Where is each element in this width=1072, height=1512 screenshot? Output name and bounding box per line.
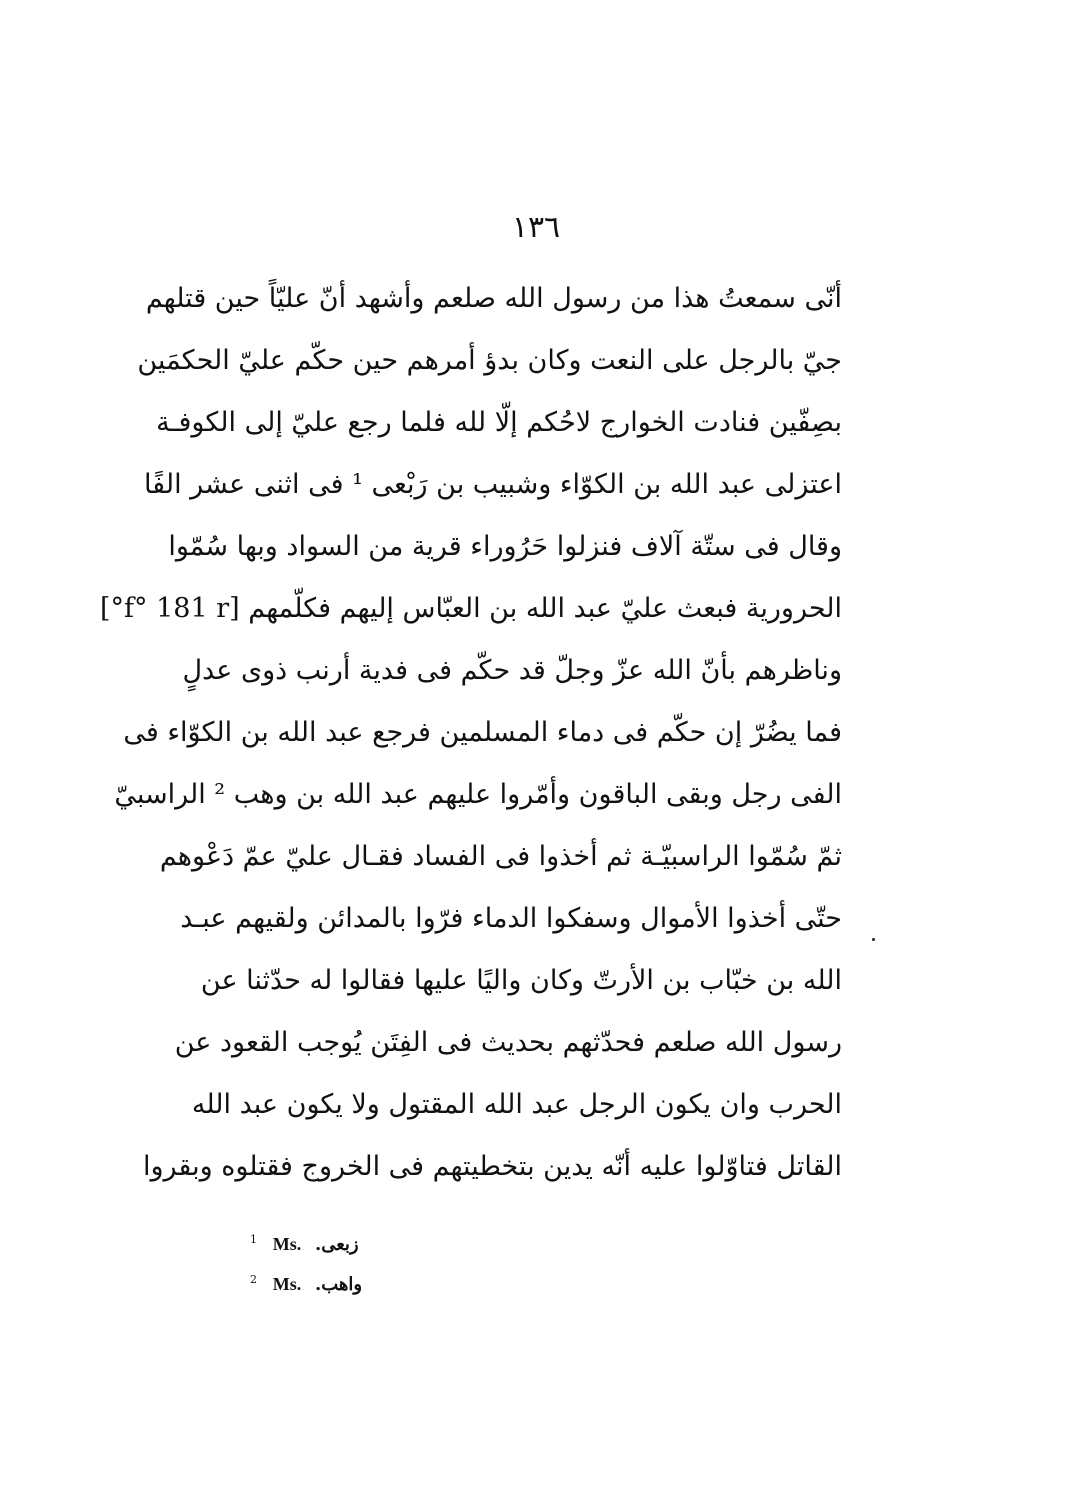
footnote-text: زبعى.	[314, 1234, 359, 1255]
footnote	[250, 1260, 450, 1300]
footnote-ms: Ms.	[272, 1274, 302, 1294]
footnote	[250, 1220, 450, 1260]
footnote-number: 1	[250, 1233, 257, 1246]
footnote-text: واهب.	[314, 1274, 363, 1295]
text-line: اعتزلى عبد الله بن الكوّاء وشبيب بن رَبْعى ¹ فى اثنى عشر الفًا	[143, 469, 842, 500]
text-line: الحرب وان يكون الرجل عبد الله المقتول ولا يكون عبد الله	[191, 1089, 842, 1120]
text-line: وناظرهم بأنّ الله عزّ وجلّ قد حكّم فى فدية أرنب ذوى عدلٍ	[182, 655, 842, 686]
footnote-number: 2	[250, 1273, 257, 1286]
footnote-ms: Ms.	[272, 1234, 302, 1254]
text-line: الفى رجل وبقى الباقون وأمّروا عليهم عبد الله بن وهب ² الراسبيّ	[114, 779, 842, 810]
text-line: جيّ بالرجل على النعت وكان بدؤ أمرهم حين حكّم عليّ الحكمَين	[137, 345, 842, 376]
scan-speck	[872, 938, 875, 941]
text-line: حتّى أخذوا الأموال وسفكوا الدماء فرّوا بالمدائن ولقيهم عبـد	[180, 903, 842, 934]
text-line: الحرورية فبعث عليّ عبد الله بن العبّاس إليهم فكلّمهم [f° 181 r°]	[100, 593, 842, 624]
text-line: القاتل فتاوّلوا عليه أنّه يدين بتخطيتهم فى الخروج فقتلوه وبقروا	[142, 1151, 842, 1182]
footnotes	[250, 1220, 450, 1300]
text-line: رسول الله صلعم فحدّثهم بحديث فى الفِتَن يُوجب القعود عن	[174, 1027, 842, 1058]
text-line: أنّى سمعتُ هذا من رسول الله صلعم وأشهد أنّ عليّاً حين قتلهم	[145, 283, 842, 314]
text-line: بصِفّين فنادت الخوارج لاحُكم إلّا لله فلما رجع عليّ إلى الكوفـة	[156, 407, 842, 438]
text-line: فما يضُرّ إن حكّم فى دماء المسلمين فرجع عبد الله بن الكوّاء فى	[123, 717, 842, 748]
page-number: ١٣٦	[511, 210, 561, 245]
text-line: وقال فى ستّة آلاف فنزلوا حَرُوراء قرية من السواد وبها سُمّوا	[168, 531, 842, 562]
text-line: ثمّ سُمّوا الراسبيّـة ثم أخذوا فى الفساد فقـال عليّ عمّ دَعْوهم	[159, 841, 842, 872]
text-line: الله بن خبّاب بن الأرتّ وكان واليًا عليها فقالوا له حدّثنا عن	[200, 965, 842, 996]
body-text	[100, 268, 842, 1198]
